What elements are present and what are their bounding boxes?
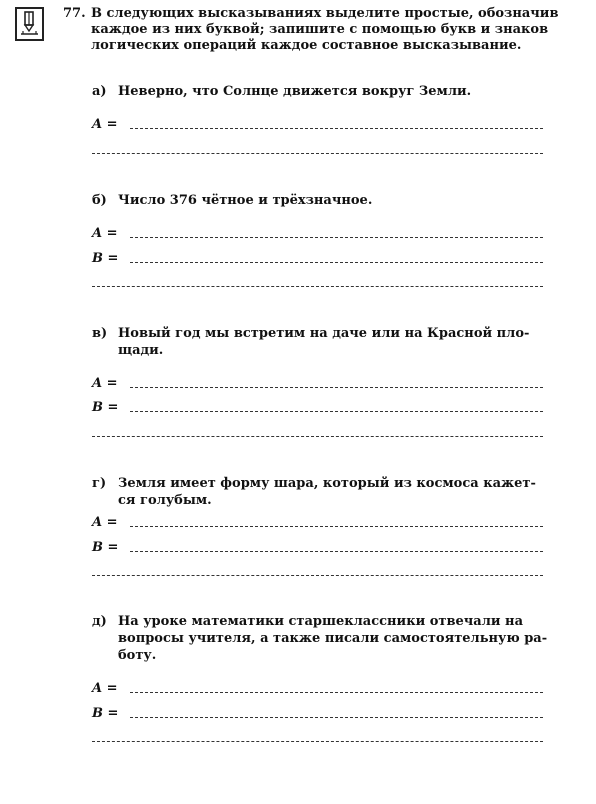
item-d-answer-b-label: B = [92,540,119,555]
instruction-line: В следующих высказываниях выделите простые, обозначив [91,6,559,21]
item-e-answer-a-line[interactable] [130,692,543,693]
item-c-formula-line[interactable] [92,436,543,437]
item-e-statement-line: боту. [118,648,157,663]
item-d-statement-line: ся голубым. [118,493,212,508]
item-a-statement: Неверно, что Солнце движется вокруг Земли. [118,84,472,99]
item-e-formula-line[interactable] [92,741,543,742]
item-e-statement-line: На уроке математики старшеклассники отвечали на [118,614,523,629]
item-d-letter: г) [92,476,107,491]
item-a-answer-a-label: A = [92,117,118,132]
item-c-statement-line: Новый год мы встретим на даче или на Красной пло- [118,326,530,341]
item-c-answer-b-label: B = [92,400,119,415]
item-e-answer-b-label: B = [92,706,119,721]
item-a-answer-a-line[interactable] [130,128,543,129]
item-c-answer-a-line[interactable] [130,387,543,388]
task-instructions [91,6,559,54]
item-e-answer-b-line[interactable] [130,717,543,718]
instruction-line: каждое из них буквой; запишите с помощью букв и знаков [91,22,549,37]
item-e-answer-a-label: A = [92,681,118,696]
item-d-answer-b-line[interactable] [130,551,543,552]
item-c-letter: в) [92,326,108,341]
item-b-formula-line[interactable] [92,286,543,287]
task-number: 77. [63,6,86,21]
item-b-answer-b-label: B = [92,251,119,266]
item-e-statement-line: вопросы учителя, а также писали самостоятельную ра- [118,631,548,646]
item-b-answer-b-line[interactable] [130,262,543,263]
item-e-letter: д) [92,614,107,629]
item-c-answer-b-line[interactable] [130,411,543,412]
item-d-statement-line: Земля имеет форму шара, который из космоса кажет- [118,476,536,491]
item-b-answer-a-line[interactable] [130,237,543,238]
item-a-formula-line[interactable] [92,153,543,154]
item-c-statement-line: щади. [118,343,164,358]
writing-task-icon [15,7,44,41]
item-b-statement: Число 376 чётное и трёхзначное. [118,193,373,208]
instruction-line: логических операций каждое составное высказывание. [91,38,522,53]
item-b-answer-a-label: A = [92,226,118,241]
item-d-formula-line[interactable] [92,575,543,576]
item-d-answer-a-label: A = [92,515,118,530]
item-c-answer-a-label: A = [92,376,118,391]
item-d-answer-a-line[interactable] [130,526,543,527]
item-a-letter: а) [92,84,107,99]
item-b-letter: б) [92,193,107,208]
